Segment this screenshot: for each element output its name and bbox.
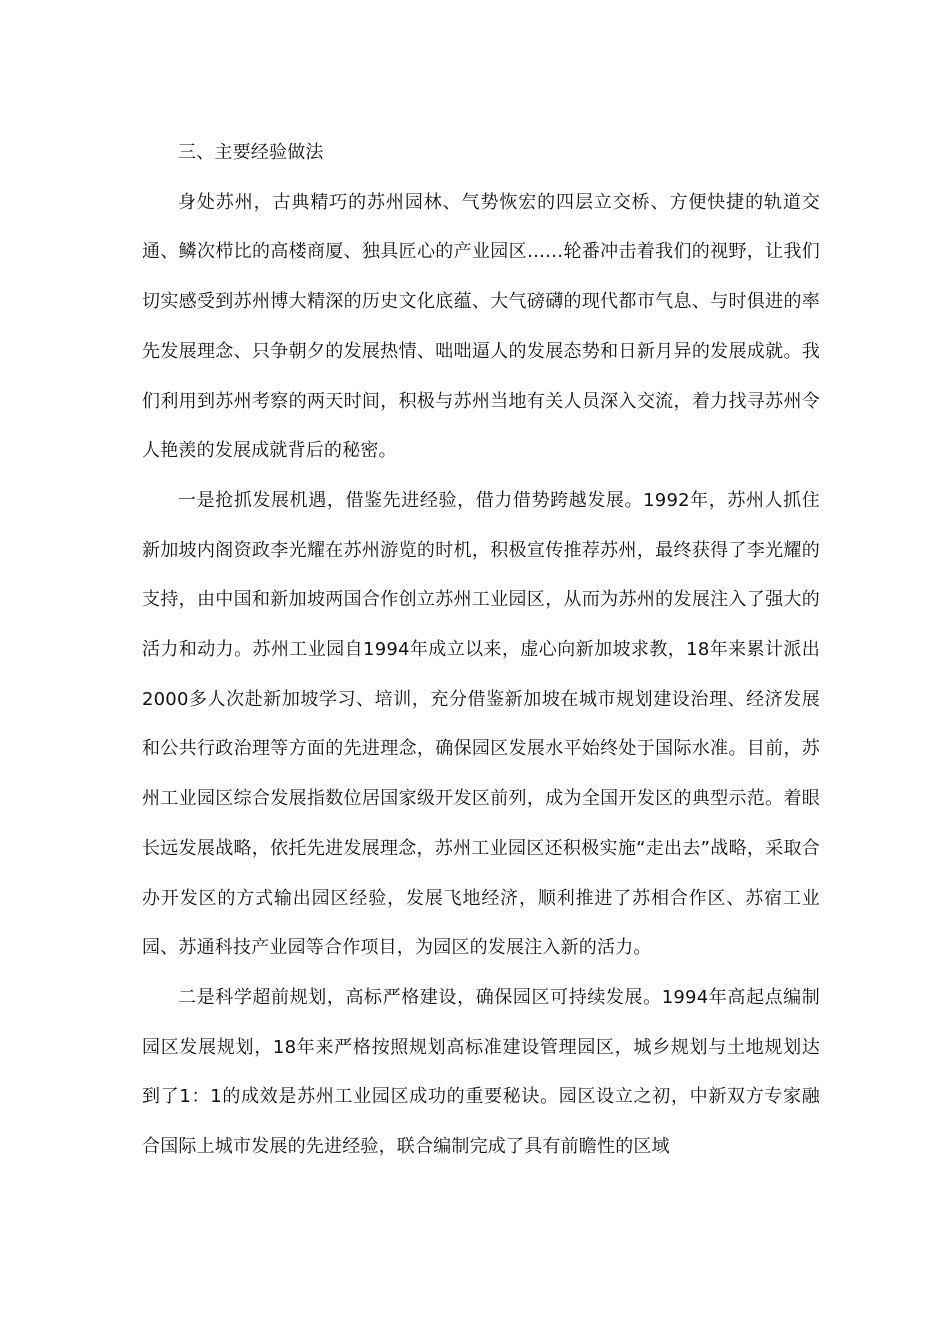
document-body (142, 128, 820, 1172)
section-heading: 三、主要经验做法 (178, 142, 324, 163)
paragraph-point-two: 二是科学超前规划，高标严格建设，确保园区可持续发展。1994年高起点编制园区发展规划，18年来严格按照规划高标准建设管理园区，城乡规划与土地规划达到了1：1的成效是苏州工业园区成功的重要秘诀。园区设立之初，中新双方专家融合国际上城市发展的先进经验，联合编制完成了具有前瞻性的区域 (142, 986, 820, 1158)
paragraph-point-one: 一是抢抓发展机遇，借鉴先进经验，借力借势跨越发展。1992年，苏州人抓住新加坡内阁资政李光耀在苏州游览的时机，积极宣传推荐苏州，最终获得了李光耀的支持，由中国和新加坡两国合作创立苏州工业园区，从而为苏州的发展注入了强大的活力和动力。苏州工业园自1994年成立以来，虚心向新加坡求教，18年来累计派出2000多人次赴新加坡学习、培训，充分借鉴新加坡在城市规划建设治理、经济发展和公共行政治理等方面的先进理念，确保园区发展水平始终处于国际水准。目前，苏州工业园区综合发展指数位居国家级开发区前列，成为全国开发区的典型示范。着眼长远发展战略，依托先进发展理念，苏州工业园区还积极实施“走出去”战略，采取合办开发区的方式输出园区经验，发展飞地经济，顺利推进了苏相合作区、苏宿工业园、苏通科技产业园等合作项目，为园区的发展注入新的活力。 (142, 489, 820, 959)
paragraph-intro: 身处苏州，古典精巧的苏州园林、气势恢宏的四层立交桥、方便快捷的轨道交通、鳞次栉比的高楼商厦、独具匠心的产业园区……轮番冲击着我们的视野，让我们切实感受到苏州博大精深的历史文化底蕴、大气磅礴的现代都市气息、与时俱进的率先发展理念、只争朝夕的发展热情、咄咄逼人的发展态势和日新月异的发展成就。我们利用到苏州考察的两天时间，积极与苏州当地有关人员深入交流，着力找寻苏州令人艳羡的发展成就背后的秘密。 (142, 191, 820, 462)
